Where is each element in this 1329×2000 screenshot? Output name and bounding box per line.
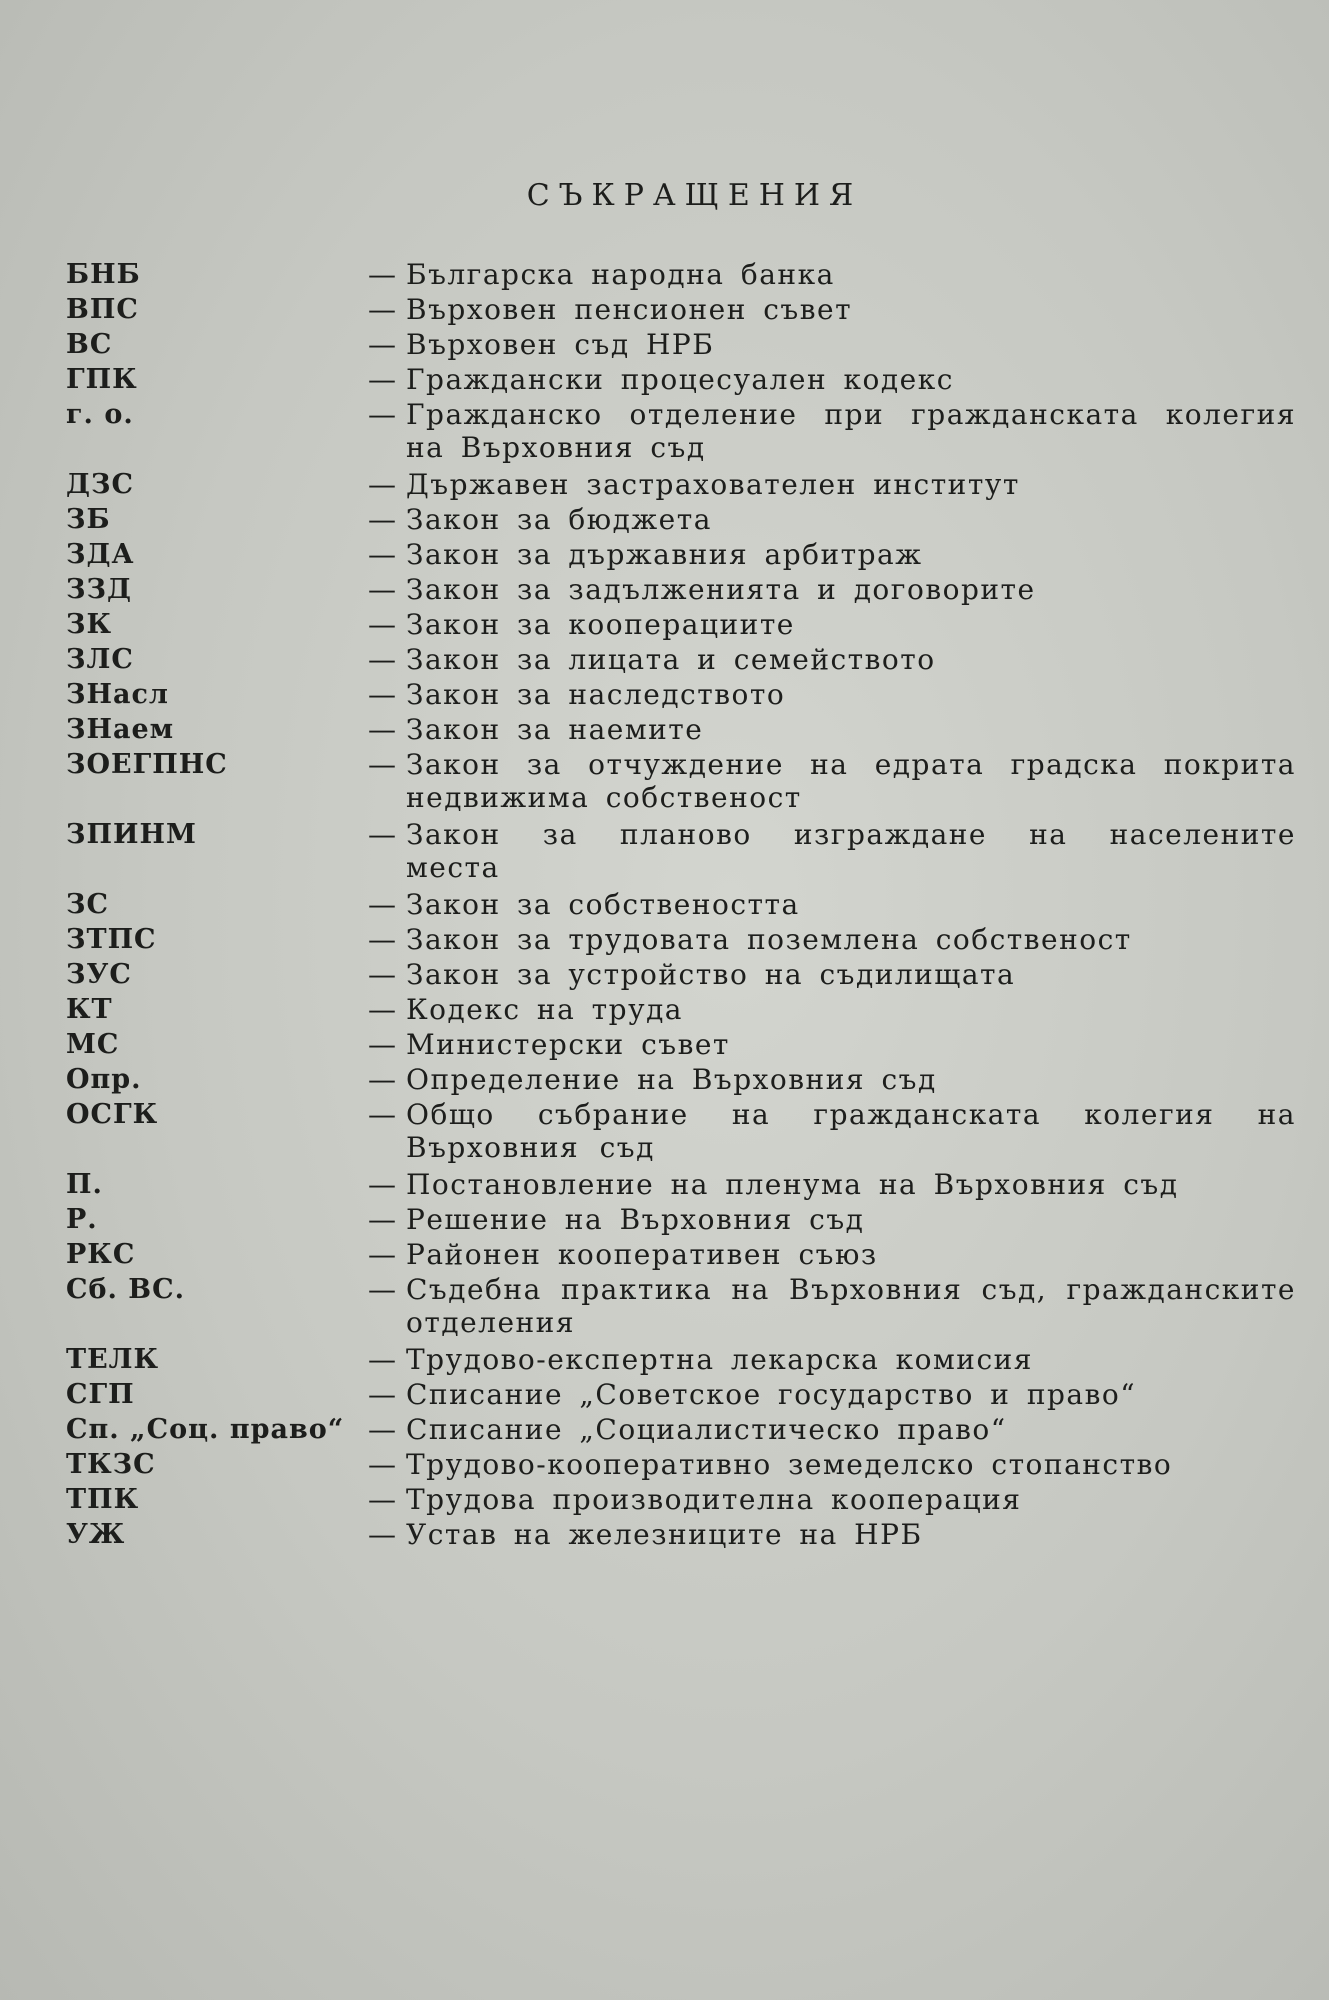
abbreviation: ТПК — [66, 1484, 140, 1515]
abbreviation: ДЗС — [66, 469, 134, 500]
abbreviation-entry — [66, 258, 1296, 291]
page-title: СЪКРАЩЕНИЯ — [526, 178, 863, 213]
abbreviation-meaning: Закон за наследството — [406, 678, 786, 711]
dash-separator: — — [368, 748, 396, 781]
abbreviation-entry — [66, 958, 1296, 991]
abbreviation-entry — [66, 608, 1296, 641]
abbreviation-meaning: Граждански процесуален кодекс — [406, 363, 954, 396]
dash-separator: — — [368, 1098, 396, 1131]
abbreviation: СГП — [66, 1379, 135, 1410]
abbreviation-meaning: Върховен пенсионен съвет — [406, 293, 853, 326]
abbreviation: Сп. „Соц. право“ — [66, 1414, 345, 1445]
abbreviation-entry — [66, 1028, 1296, 1061]
dash-separator: — — [368, 608, 396, 641]
abbreviation-meaning: Трудово-експертна лекарска комисия — [406, 1343, 1033, 1376]
abbreviation: ЗПИНМ — [66, 819, 197, 850]
dash-separator: — — [368, 993, 396, 1026]
abbreviation: Сб. ВС. — [66, 1274, 186, 1305]
abbreviation-meaning: Постановление на пленума на Върховния съд — [406, 1168, 1179, 1201]
abbreviation-entry — [66, 538, 1296, 571]
abbreviation-meaning: Държавен застрахователен институт — [406, 468, 1020, 501]
abbreviation-meaning: Закон за лицата и семейството — [406, 643, 936, 676]
dash-separator: — — [368, 1168, 396, 1201]
abbreviation-entry — [66, 328, 1296, 361]
abbreviation-entry — [66, 713, 1296, 746]
abbreviation-meaning: Закон за планово изграждане на населените места — [406, 818, 1296, 884]
abbreviation-meaning: Закон за трудовата поземлена собственост — [406, 923, 1132, 956]
abbreviation-entry — [66, 888, 1296, 921]
abbreviation-entry — [66, 468, 1296, 501]
abbreviation: Р. — [66, 1204, 98, 1235]
dash-separator: — — [368, 293, 396, 326]
abbreviation: БНБ — [66, 259, 141, 290]
dash-separator: — — [368, 1378, 396, 1411]
abbreviation-entry — [66, 1203, 1296, 1236]
abbreviation-entry — [66, 573, 1296, 606]
abbreviation-list — [66, 258, 1296, 1553]
abbreviation-entry — [66, 1273, 1296, 1339]
abbreviation-meaning: Закон за устройство на съдилищата — [406, 958, 1016, 991]
dash-separator: — — [368, 678, 396, 711]
abbreviation-entry — [66, 398, 1296, 464]
abbreviation-meaning: Закон за задълженията и договорите — [406, 573, 1036, 606]
dash-separator: — — [368, 1413, 396, 1446]
abbreviation: ЗЗД — [66, 574, 132, 605]
abbreviation-entry — [66, 293, 1296, 326]
abbreviation-meaning: Закон за кооперациите — [406, 608, 795, 641]
abbreviation: РКС — [66, 1239, 136, 1270]
dash-separator: — — [368, 468, 396, 501]
abbreviation: УЖ — [66, 1519, 126, 1550]
abbreviation-meaning: Решение на Върховния съд — [406, 1203, 865, 1236]
abbreviation-meaning: Гражданско отделение при гражданската колегия на Върховния съд — [406, 398, 1296, 464]
abbreviation-entry — [66, 1448, 1296, 1481]
dash-separator: — — [368, 503, 396, 536]
abbreviation: ЗДА — [66, 539, 135, 570]
abbreviation-meaning: Трудова производителна кооперация — [406, 1483, 1022, 1516]
dash-separator: — — [368, 328, 396, 361]
abbreviation: ЗС — [66, 889, 109, 920]
abbreviation: ТКЗС — [66, 1449, 156, 1480]
dash-separator: — — [368, 1518, 396, 1551]
abbreviation: ГПК — [66, 364, 138, 395]
dash-separator: — — [368, 643, 396, 676]
abbreviation-meaning: Определение на Върховния съд — [406, 1063, 937, 1096]
abbreviation: ЗНаем — [66, 714, 175, 745]
abbreviation-entry — [66, 1518, 1296, 1551]
abbreviation: ЗБ — [66, 504, 111, 535]
abbreviation-meaning: Закон за отчуждение на едрата градска покрита недвижима собственост — [406, 748, 1296, 814]
abbreviation-entry — [66, 1168, 1296, 1201]
dash-separator: — — [368, 538, 396, 571]
dash-separator: — — [368, 958, 396, 991]
abbreviation-entry — [66, 748, 1296, 814]
dash-separator: — — [368, 258, 396, 291]
dash-separator: — — [368, 1483, 396, 1516]
abbreviation-meaning: Общо събрание на гражданската колегия на Върховния съд — [406, 1098, 1296, 1164]
abbreviation: ВС — [66, 329, 113, 360]
abbreviation-entry — [66, 818, 1296, 884]
abbreviation-meaning: Съдебна практика на Върховния съд, гражданските отделения — [406, 1273, 1296, 1339]
abbreviation-entry — [66, 363, 1296, 396]
dash-separator: — — [368, 1203, 396, 1236]
abbreviation: ЗОЕГПНС — [66, 749, 228, 780]
dash-separator: — — [368, 1063, 396, 1096]
abbreviation: ТЕЛК — [66, 1344, 160, 1375]
abbreviation-entry — [66, 1413, 1296, 1446]
dash-separator: — — [368, 398, 396, 431]
dash-separator: — — [368, 573, 396, 606]
abbreviation-entry — [66, 1238, 1296, 1271]
dash-separator: — — [368, 1448, 396, 1481]
abbreviation: П. — [66, 1169, 103, 1200]
dash-separator: — — [368, 1238, 396, 1271]
abbreviation: ЗНасл — [66, 679, 169, 710]
dash-separator: — — [368, 923, 396, 956]
dash-separator: — — [368, 1028, 396, 1061]
abbreviation: ЗУС — [66, 959, 132, 990]
abbreviation: ВПС — [66, 294, 139, 325]
dash-separator: — — [368, 818, 396, 851]
abbreviation: КТ — [66, 994, 113, 1025]
abbreviation-entry — [66, 1063, 1296, 1096]
abbreviation-entry — [66, 1483, 1296, 1516]
abbreviation-meaning: Върховен съд НРБ — [406, 328, 715, 361]
dash-separator: — — [368, 713, 396, 746]
abbreviation-meaning: Трудово-кооперативно земеделско стопанство — [406, 1448, 1173, 1481]
abbreviation-meaning: Българска народна банка — [406, 258, 835, 291]
abbreviation-entry — [66, 678, 1296, 711]
dash-separator: — — [368, 1343, 396, 1376]
abbreviation-meaning: Кодекс на труда — [406, 993, 683, 1026]
abbreviation-entry — [66, 993, 1296, 1026]
abbreviation-entry — [66, 1343, 1296, 1376]
abbreviation-entry — [66, 1378, 1296, 1411]
abbreviation: ЗТПС — [66, 924, 157, 955]
abbreviation: ЗК — [66, 609, 113, 640]
abbreviation-meaning: Устав на железниците на НРБ — [406, 1518, 923, 1551]
abbreviation: Опр. — [66, 1064, 142, 1095]
dash-separator: — — [368, 888, 396, 921]
abbreviation-meaning: Закон за наемите — [406, 713, 704, 746]
abbreviation-meaning: Списание „Социалистическо право“ — [406, 1413, 1007, 1446]
abbreviation-meaning: Министерски съвет — [406, 1028, 730, 1061]
dash-separator: — — [368, 1273, 396, 1306]
abbreviation: МС — [66, 1029, 120, 1060]
abbreviation-meaning: Закон за бюджета — [406, 503, 712, 536]
abbreviation-entry — [66, 503, 1296, 536]
abbreviation: ЗЛС — [66, 644, 134, 675]
abbreviation: ОСГК — [66, 1099, 159, 1130]
abbreviation-entry — [66, 923, 1296, 956]
abbreviation: г. о. — [66, 399, 134, 430]
dash-separator: — — [368, 363, 396, 396]
abbreviation-meaning: Закон за собствеността — [406, 888, 800, 921]
abbreviation-meaning: Районен кооперативен съюз — [406, 1238, 878, 1271]
abbreviation-entry — [66, 1098, 1296, 1164]
abbreviation-entry — [66, 643, 1296, 676]
abbreviation-meaning: Списание „Советское государство и право“ — [406, 1378, 1137, 1411]
abbreviation-meaning: Закон за държавния арбитраж — [406, 538, 923, 571]
